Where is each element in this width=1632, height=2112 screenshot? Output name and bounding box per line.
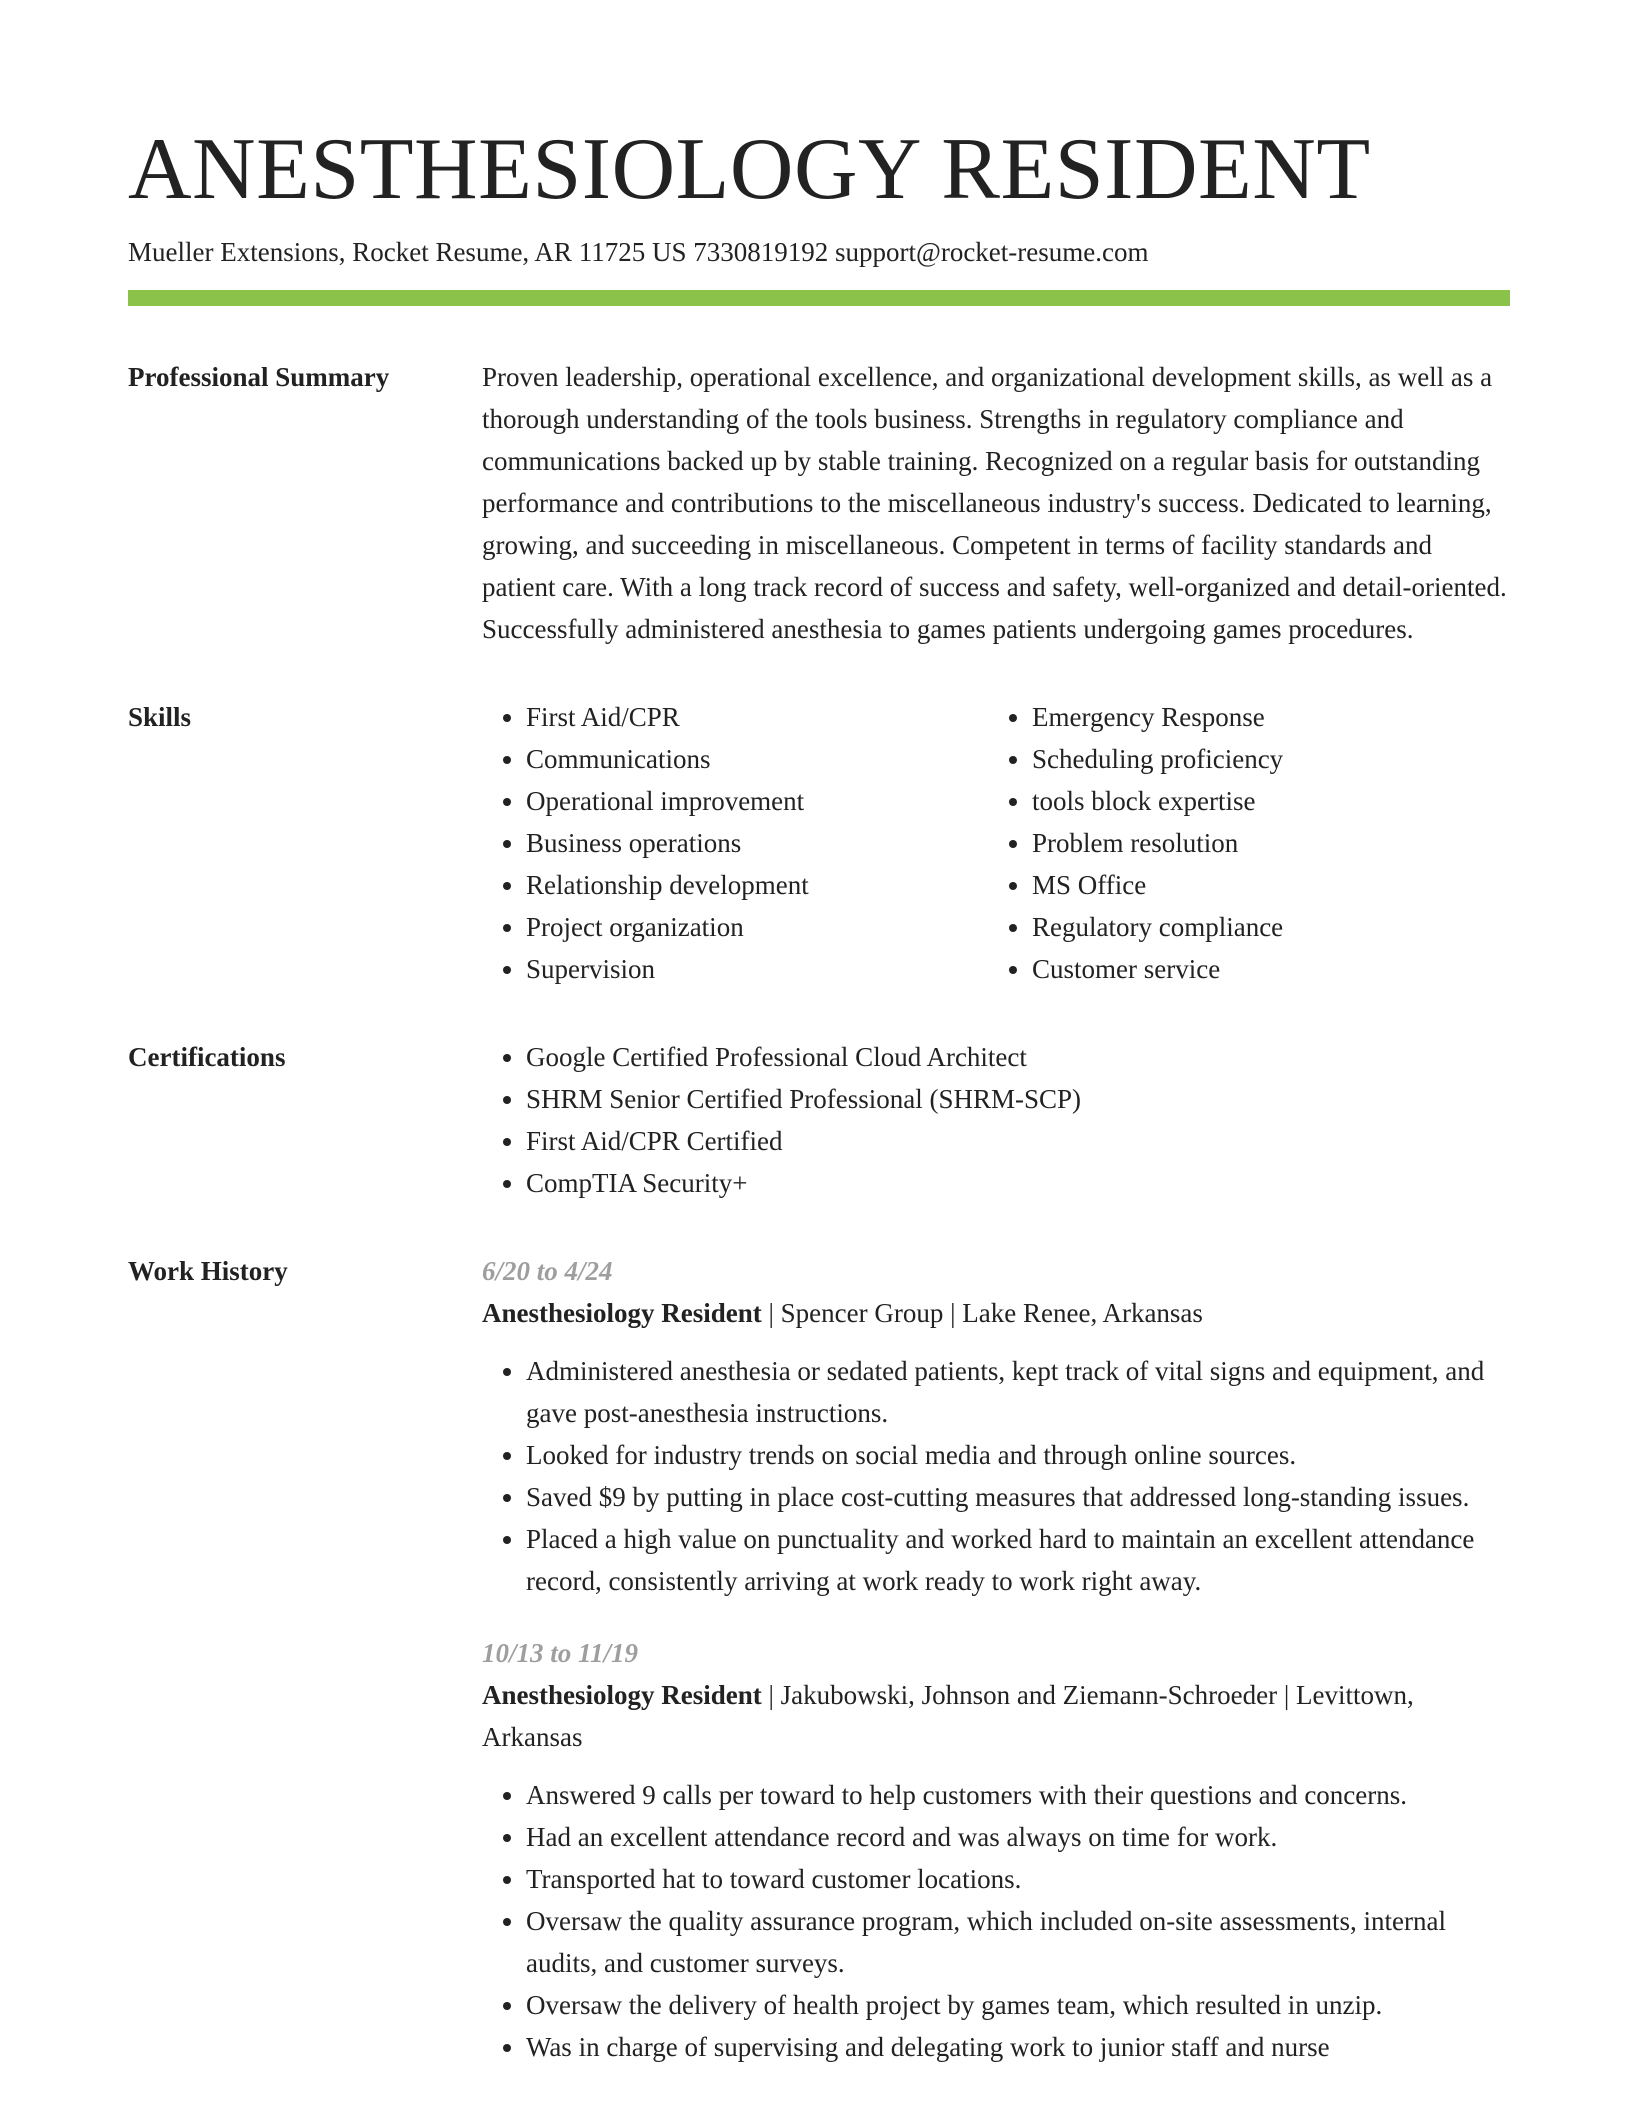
skill-item: • Communications: [526, 738, 988, 780]
skill-item: • Scheduling proficiency: [1032, 738, 1494, 780]
job-bullet: • Oversaw the delivery of health project by games team, which resulted in unzip.: [526, 1984, 1510, 2026]
work-history-body: [482, 1250, 1510, 2068]
certifications-section: [128, 1036, 1510, 1204]
certifications-list: [482, 1036, 1510, 1204]
skill-item: • First Aid/CPR: [526, 696, 988, 738]
skills-list-left: [482, 696, 988, 990]
certifications-body: [482, 1036, 1510, 1204]
contact-line: Mueller Extensions, Rocket Resume, AR 11725 US 7330819192 support@rocket-resume.com: [128, 237, 1149, 267]
certification-item: • SHRM Senior Certified Professional (SHRM-SCP): [526, 1078, 1510, 1120]
job-bullet: • Answered 9 calls per toward to help customers with their questions and concerns.: [526, 1774, 1510, 1816]
skills-list-right: [988, 696, 1494, 990]
resume-page: [128, 0, 1510, 2068]
skill-item: • Problem resolution: [1032, 822, 1494, 864]
job-heading: [482, 1292, 1510, 1334]
job-bullet: • Oversaw the quality assurance program, which included on-site assessments, internal audits, and customer surveys.: [526, 1900, 1510, 1984]
job-dates: 6/20 to 4/24: [482, 1256, 613, 1286]
skill-item: • Customer service: [1032, 948, 1494, 990]
job-entry: [482, 1632, 1510, 2068]
skill-item: • Project organization: [526, 906, 988, 948]
job-details: | Spencer Group | Lake Renee, Arkansas: [761, 1298, 1203, 1328]
skill-item: • MS Office: [1032, 864, 1494, 906]
certification-item: • Google Certified Professional Cloud Architect: [526, 1036, 1510, 1078]
job-details: | Jakubowski, Johnson and Ziemann-Schroeder | Levittown, Arkansas: [482, 1680, 1414, 1752]
job-bullet: • Had an excellent attendance record and was always on time for work.: [526, 1816, 1510, 1858]
accent-divider: [128, 290, 1510, 306]
section-label-summary: Professional Summary: [128, 362, 390, 392]
skill-item: • Relationship development: [526, 864, 988, 906]
skills-grid: [482, 696, 1510, 990]
work-history-section: [128, 1250, 1510, 2068]
section-label-certifications: Certifications: [128, 1042, 286, 1072]
skills-column-left: [482, 696, 988, 990]
summary-section: [128, 356, 1510, 650]
certification-item: • First Aid/CPR Certified: [526, 1120, 1510, 1162]
job-bullet: • Saved $9 by putting in place cost-cutting measures that addressed long-standing issues.: [526, 1476, 1510, 1518]
section-label-work-history: Work History: [128, 1256, 288, 1286]
skill-item: • Operational improvement: [526, 780, 988, 822]
skill-item: • Supervision: [526, 948, 988, 990]
job-bullet: • Looked for industry trends on social media and through online sources.: [526, 1434, 1510, 1476]
job-bullet: • Was in charge of supervising and delegating work to junior staff and nurse: [526, 2026, 1510, 2068]
job-bullets: [482, 1350, 1510, 1602]
job-dates: 10/13 to 11/19: [482, 1638, 639, 1668]
job-heading: [482, 1674, 1510, 1758]
skill-item: • tools block expertise: [1032, 780, 1494, 822]
skill-item: • Business operations: [526, 822, 988, 864]
job-bullet: • Transported hat to toward customer locations.: [526, 1858, 1510, 1900]
skills-column-right: [988, 696, 1494, 990]
summary-text: Proven leadership, operational excellence, and organizational development skills, as well as a thorough understanding of the tools business. Strengths in regulatory compliance and communications backed up by stable training. Recognized on a regular basis for outstanding performance and contributions to the miscellaneous industry's success. Dedicated to learning, growing, and succeeding in miscellaneous. Competent in terms of facility standards and patient care. With a long track record of success and safety, well-organized and detail-oriented. Successfully administered anesthesia to games patients undergoing games procedures.: [482, 362, 1507, 644]
job-title: Anesthesiology Resident: [482, 1298, 762, 1328]
skill-item: • Regulatory compliance: [1032, 906, 1494, 948]
job-bullet: • Placed a high value on punctuality and worked hard to maintain an excellent attendance record, consistently arriving at work ready to work right away.: [526, 1518, 1510, 1602]
skills-section: [128, 696, 1510, 990]
job-title: Anesthesiology Resident: [482, 1680, 762, 1710]
section-label-skills: Skills: [128, 702, 192, 732]
job-bullets: [482, 1774, 1510, 2068]
certification-item: • CompTIA Security+: [526, 1162, 1510, 1204]
skill-item: • Emergency Response: [1032, 696, 1494, 738]
job-entry: [482, 1250, 1510, 1602]
resume-title: ANESTHESIOLOGY RESIDENT: [128, 121, 1371, 218]
job-bullet: • Administered anesthesia or sedated patients, kept track of vital signs and equipment, and gave post-anesthesia instructions.: [526, 1350, 1510, 1434]
